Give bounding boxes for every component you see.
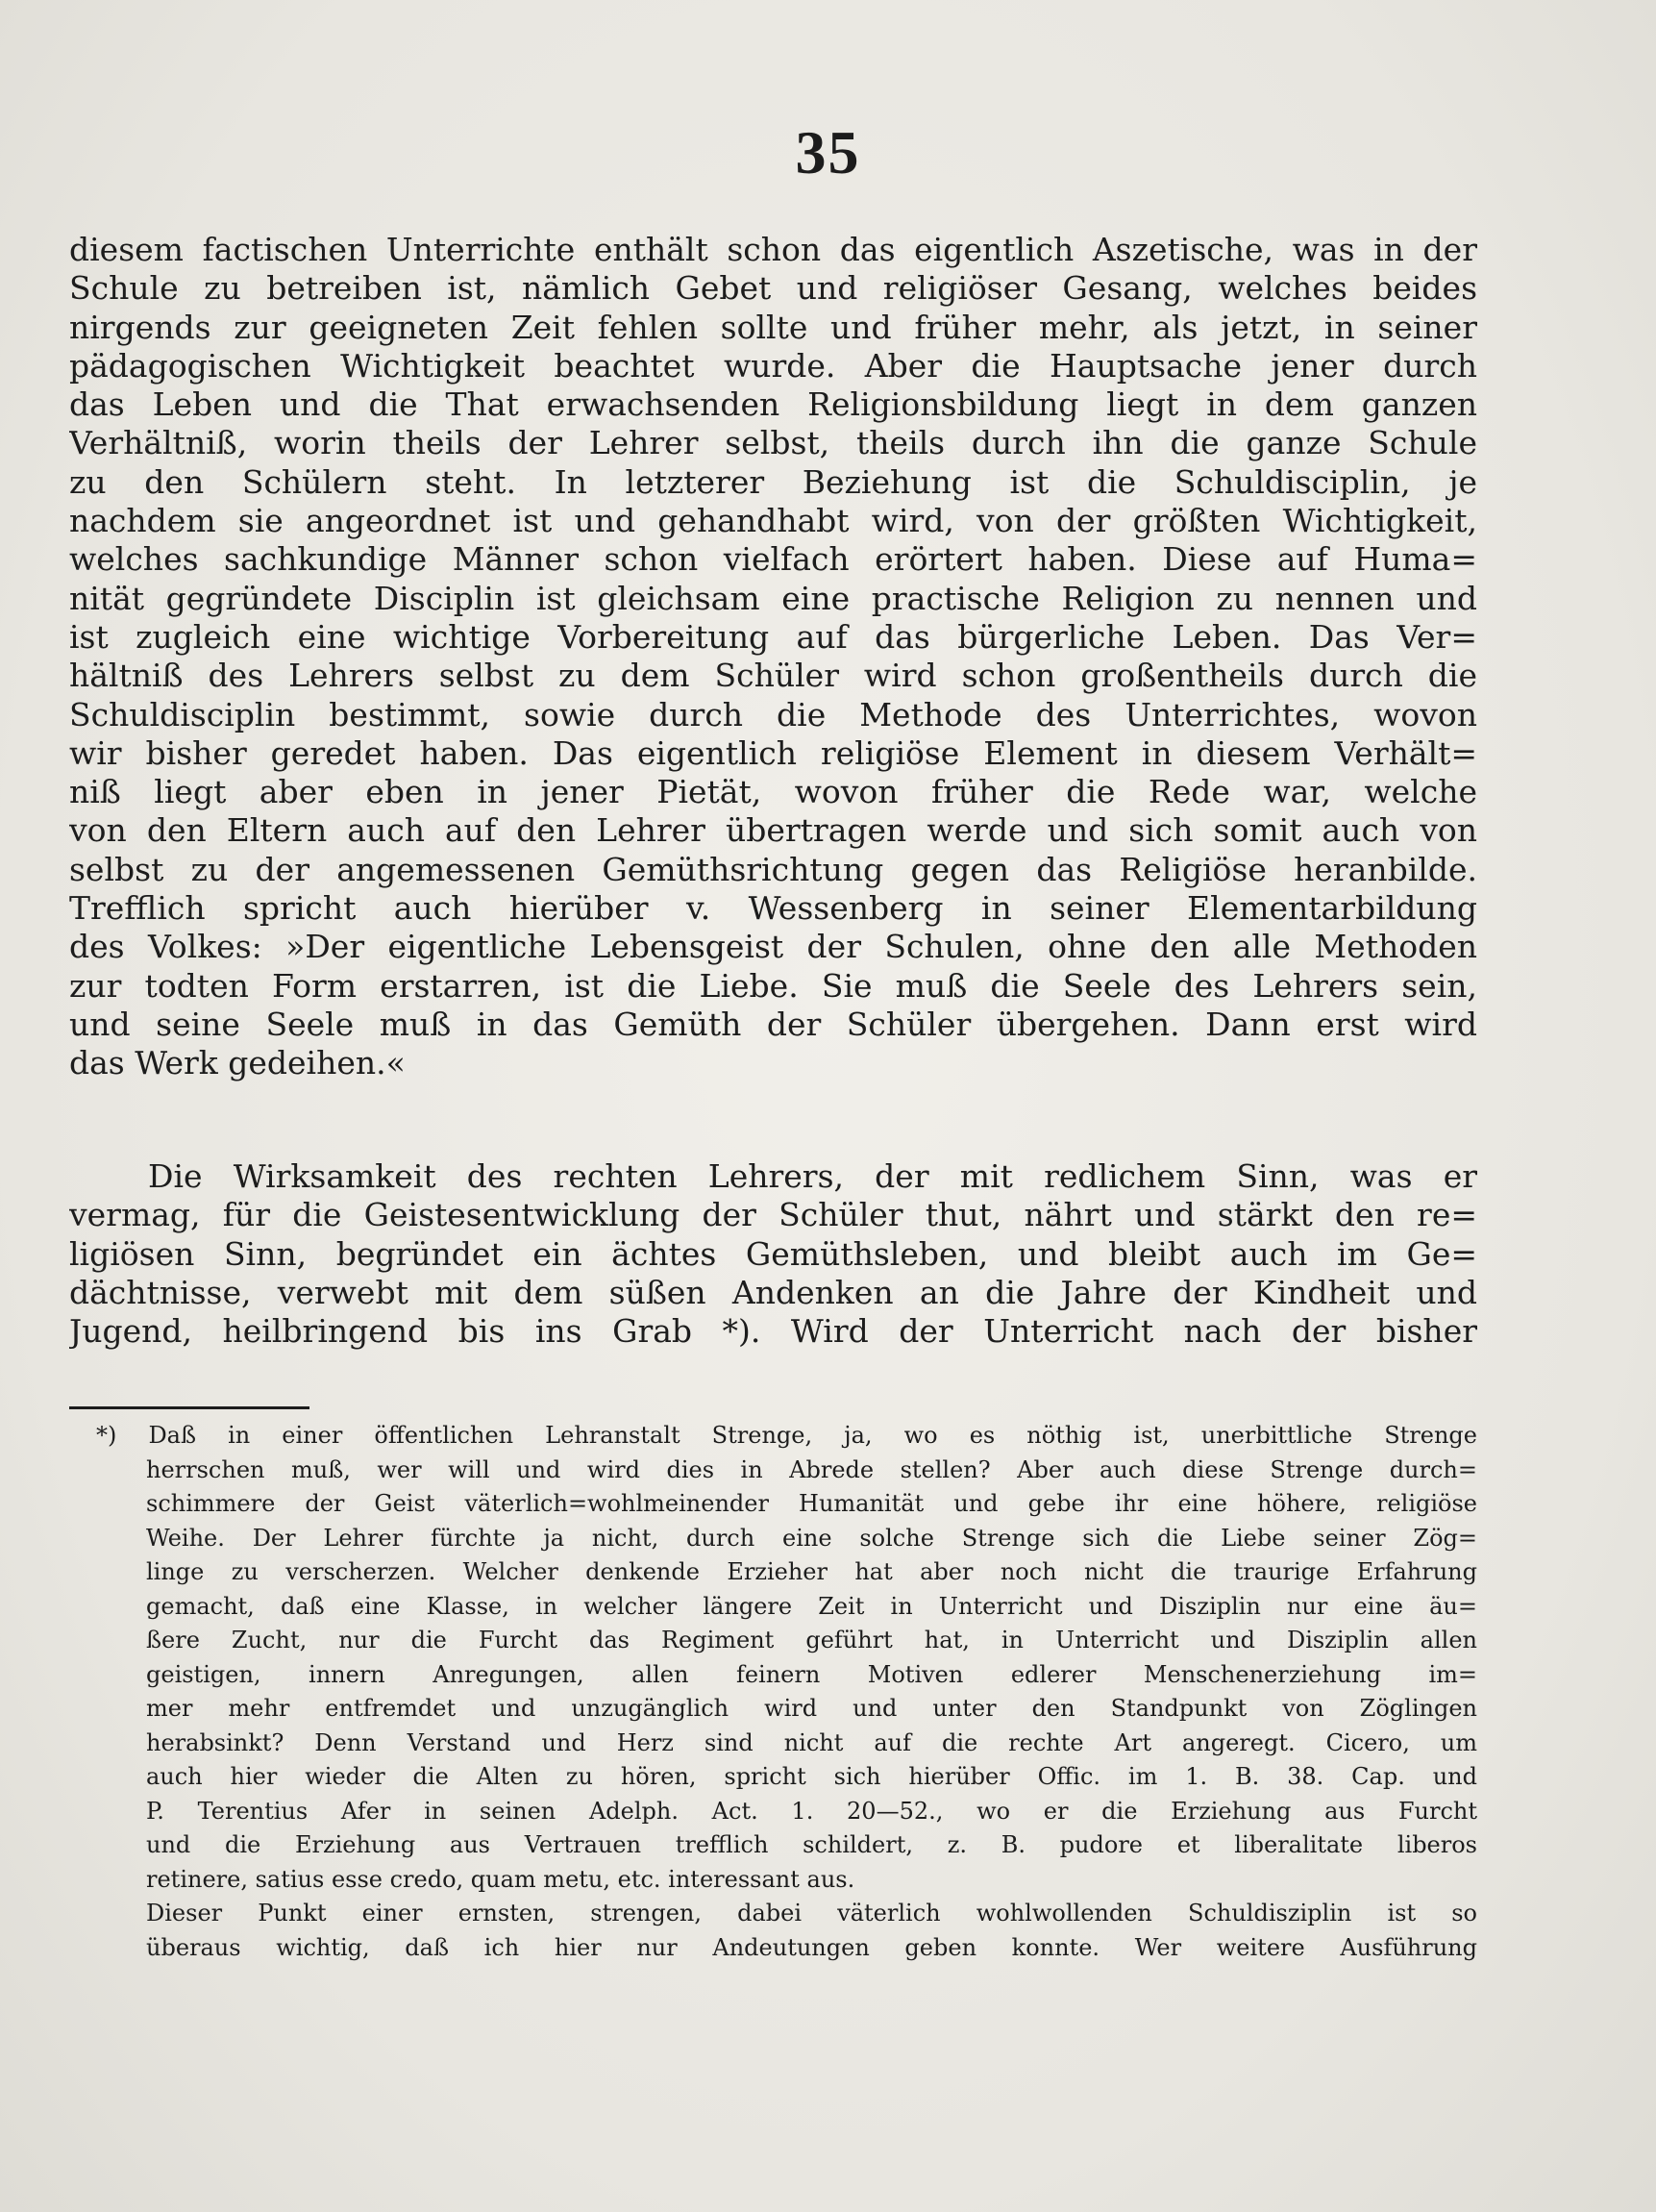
text-line: vermag, für die Geistesentwicklung der Schüler thut, nährt und stärkt den re=: [69, 1196, 1477, 1234]
text-line: das Leben und die That erwachsenden Religionsbildung liegt in dem ganzen: [69, 385, 1477, 424]
text-line: von den Eltern auch auf den Lehrer übertragen werde und sich somit auch von: [69, 811, 1477, 850]
text-line: welches sachkundige Männer schon vielfach erörtert haben. Diese auf Huma=: [69, 540, 1477, 579]
text-line: Jugend, heilbringend bis ins Grab *). Wird der Unterricht nach der bisher: [69, 1312, 1477, 1351]
text-line: nität gegründete Disciplin ist gleichsam eine practische Religion zu nennen und: [69, 579, 1477, 617]
text-line: Die Wirksamkeit des rechten Lehrers, der mit redlichem Sinn, was er: [148, 1157, 1477, 1195]
text-line: niß liegt aber eben in jener Pietät, wovon früher die Rede war, welche: [69, 773, 1477, 811]
page-number: 35: [795, 118, 861, 186]
footnote-divider: [69, 1406, 309, 1409]
footnote-line: geistigen, innern Anregungen, allen feinern Motiven edlerer Menschenerziehung im=: [146, 1660, 1477, 1688]
text-line: diesem factischen Unterrichte enthält schon das eigentlich Aszetische, was in der: [69, 231, 1477, 268]
text-line: pädagogischen Wichtigkeit beachtet wurde. Aber die Hauptsache jener durch: [69, 346, 1477, 385]
text-line: wir bisher geredet haben. Das eigentlich religiöse Element in diesem Verhält=: [69, 733, 1477, 772]
footnote-line: herabsinkt? Denn Verstand und Herz sind nicht auf die rechte Art angeregt. Cicero, um: [146, 1728, 1477, 1756]
text-line: zu den Schülern steht. In letzterer Beziehung ist die Schuldisciplin, je: [69, 462, 1477, 501]
footnote-line: auch hier wieder die Alten zu hören, spricht sich hierüber Offic. im 1. B. 38. Cap. und: [146, 1763, 1477, 1790]
footnote-line: P. Terentius Afer in seinen Adelph. Act. 1. 20—52., wo er die Erziehung aus Furcht: [146, 1797, 1477, 1825]
text-line: Trefflich spricht auch hierüber v. Wessenberg in seiner Elementarbildung: [69, 889, 1477, 928]
footnote-line: ßere Zucht, nur die Furcht das Regiment geführt hat, in Unterricht und Disziplin allen: [146, 1627, 1477, 1653]
paragraph-1: [69, 231, 1477, 1083]
footnote-line: Weihe. Der Lehrer fürchte ja nicht, durch eine solche Strenge sich die Liebe seiner Zög=: [146, 1524, 1477, 1552]
footnote-line: und die Erziehung aus Vertrauen trefflich schildert, z. B. pudore et liberalitate liberos: [146, 1831, 1477, 1858]
text-line: Schuldisciplin bestimmt, sowie durch die Methode des Unterrichtes, wovon: [69, 695, 1477, 733]
paragraph-2: [69, 1157, 1477, 1351]
text-line: Schule zu betreiben ist, nämlich Gebet und religiöser Gesang, welches beides: [69, 269, 1477, 308]
text-line: hältniß des Lehrers selbst zu dem Schüler wird schon großentheils durch die: [69, 657, 1477, 695]
text-line: dächtnisse, verwebt mit dem süßen Andenken an die Jahre der Kindheit und: [69, 1273, 1477, 1311]
footnote-line: herrschen muß, wer will und wird dies in Abrede stellen? Aber auch diese Strenge durch=: [146, 1455, 1477, 1483]
footnote-line: mer mehr entfremdet und unzugänglich wird und unter den Standpunkt von Zöglingen: [146, 1695, 1477, 1722]
text-line: ist zugleich eine wichtige Vorbereitung auf das bürgerliche Leben. Das Ver=: [69, 617, 1477, 656]
footnote-line: überaus wichtig, daß ich hier nur Andeutungen geben konnte. Wer weitere Ausführung: [146, 1933, 1477, 1961]
text-line: und seine Seele muß in das Gemüth der Schüler übergehen. Dann erst wird: [69, 1005, 1477, 1043]
text-line: zur todten Form erstarren, ist die Liebe. Sie muß die Seele des Lehrers sein,: [69, 966, 1477, 1005]
text-line: selbst zu der angemessenen Gemüthsrichtung gegen das Religiöse heranbilde.: [69, 850, 1477, 888]
text-line: des Volkes: »Der eigentliche Lebensgeist der Schulen, ohne den alle Methoden: [69, 928, 1477, 966]
footnote-line: linge zu verscherzen. Welcher denkende Erzieher hat aber noch nicht die traurige Erfahrung: [146, 1558, 1477, 1585]
footnote-line: gemacht, daß eine Klasse, in welcher längere Zeit in Unterricht und Disziplin nur eine äu=: [146, 1592, 1477, 1620]
footnote-line: *) Daß in einer öffentlichen Lehranstalt Strenge, ja, wo es nöthig ist, unerbittliche Strenge: [96, 1422, 1477, 1449]
text-line: nirgends zur geeigneten Zeit fehlen sollte und früher mehr, als jetzt, in seiner: [69, 308, 1477, 346]
footnote-line: retinere, satius esse credo, quam metu, etc. interessant aus.: [146, 1865, 855, 1893]
text-line: nachdem sie angeordnet ist und gehandhabt wird, von der größten Wichtigkeit,: [69, 502, 1477, 540]
text-line: ligiösen Sinn, begründet ein ächtes Gemüthsleben, und bleibt auch im Ge=: [69, 1234, 1477, 1273]
text-line: das Werk gedeihen.«: [69, 1044, 406, 1082]
footnote-line: Dieser Punkt einer ernsten, strengen, dabei väterlich wohlwollenden Schuldisziplin ist so: [146, 1900, 1477, 1926]
text-line: Verhältniß, worin theils der Lehrer selbst, theils durch ihn die ganze Schule: [69, 424, 1477, 462]
footnote: [69, 1419, 1477, 1965]
footnote-line: schimmere der Geist väterlich=wohlmeinender Humanität und gebe ihr eine höhere, religiöse: [146, 1490, 1477, 1517]
